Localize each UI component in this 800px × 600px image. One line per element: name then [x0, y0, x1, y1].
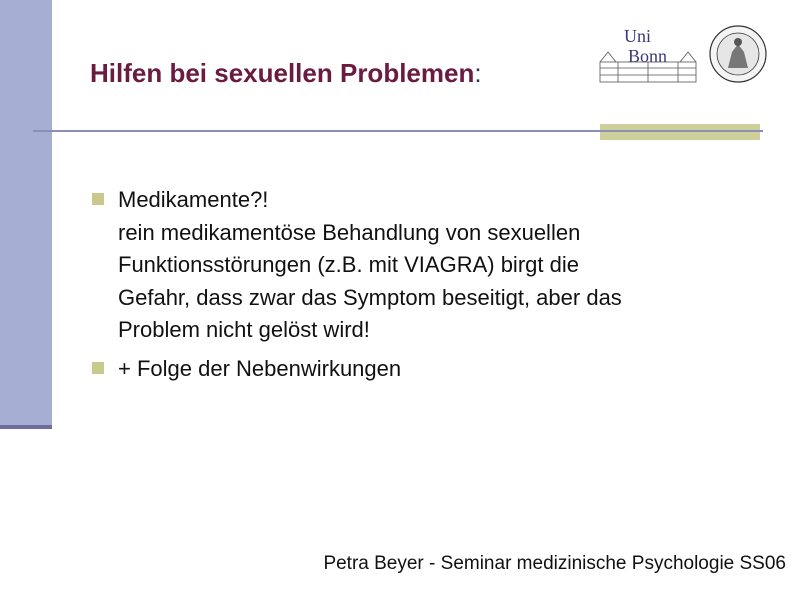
slide-title-text: Hilfen bei sexuellen Problemen	[90, 58, 475, 88]
bullet-square-icon	[92, 193, 104, 205]
slide-title	[90, 58, 482, 89]
slide-footer: Petra Beyer - Seminar medizinische Psychologie SS06	[323, 553, 786, 574]
bullet-line: + Folge der Nebenwirkungen	[118, 355, 402, 381]
bullet-list	[92, 184, 772, 391]
title-rule	[33, 130, 763, 132]
bullet-line: Funktionsstörungen (z.B. mit VIAGRA) birgt die	[118, 252, 579, 277]
bullet-line: Gefahr, dass zwar das Symptom beseitigt, aber das	[118, 284, 622, 310]
logo-text-bonn: Bonn	[628, 46, 668, 66]
left-accent-bar	[0, 0, 52, 425]
title-rule-accent	[600, 124, 760, 140]
slide-title-colon: :	[474, 58, 482, 88]
faculty-seal-logo	[708, 24, 768, 84]
uni-bonn-logo	[598, 22, 698, 86]
bullet-line: Medikamente?!	[118, 187, 269, 212]
left-accent-bar-edge	[0, 425, 52, 429]
bullet-line: Problem nicht gelöst wird!	[118, 317, 370, 342]
logo-text-uni: Uni	[624, 26, 651, 46]
bullet-line: rein medikamentöse Behandlung von sexuellen	[118, 219, 581, 245]
bullet-item	[92, 353, 772, 386]
bullet-item	[92, 184, 772, 347]
bullet-square-icon	[92, 362, 104, 374]
